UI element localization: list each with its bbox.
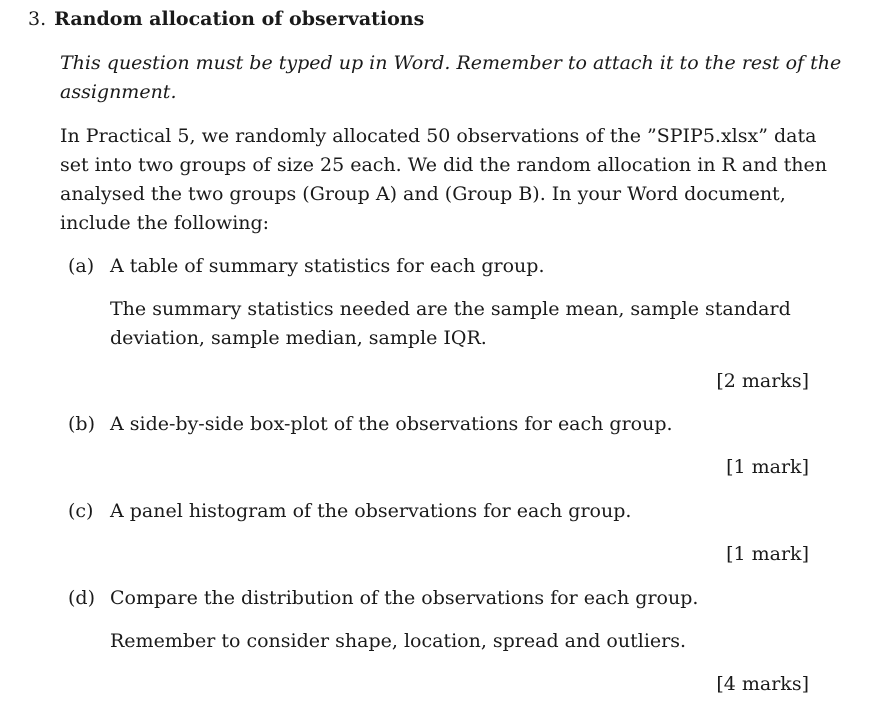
part-c-text: A panel histogram of the observations for each group. (110, 500, 632, 522)
part-a-text: A table of summary statistics for each group. (110, 255, 545, 277)
part-d (68, 587, 838, 609)
part-b-text: A side-by-side box-plot of the observations for each group. (110, 413, 673, 435)
question-heading (28, 8, 424, 30)
part-c (68, 500, 838, 522)
part-b-label: (b) (68, 413, 95, 435)
question-number: 3. (28, 8, 47, 30)
part-a (68, 255, 838, 277)
part-d-detail: Remember to consider shape, location, spread and outliers. (110, 630, 687, 652)
part-c-marks: [1 mark] (726, 543, 809, 565)
part-b (68, 413, 838, 435)
part-a-label: (a) (68, 255, 95, 277)
part-b-marks: [1 mark] (726, 456, 809, 478)
part-a-detail: The summary statistics needed are the sample mean, sample standard deviation, sample median, sample IQR. (110, 298, 791, 349)
part-d-label: (d) (68, 587, 95, 609)
question-intro: In Practical 5, we randomly allocated 50 observations of the ”SPIP5.xlsx” data set into two groups of size 25 each. We did the random allocation in R and then analysed the two groups (Group A) and (Group B). In your Word document, include the following: (60, 125, 828, 234)
question-title: Random allocation of observations (54, 8, 425, 30)
instruction-note: This question must be typed up in Word. Remember to attach it to the rest of the assignment. (60, 52, 842, 103)
part-d-marks: [4 marks] (716, 673, 809, 695)
part-c-label: (c) (68, 500, 94, 522)
part-a-marks: [2 marks] (716, 370, 809, 392)
part-d-text: Compare the distribution of the observations for each group. (110, 587, 699, 609)
